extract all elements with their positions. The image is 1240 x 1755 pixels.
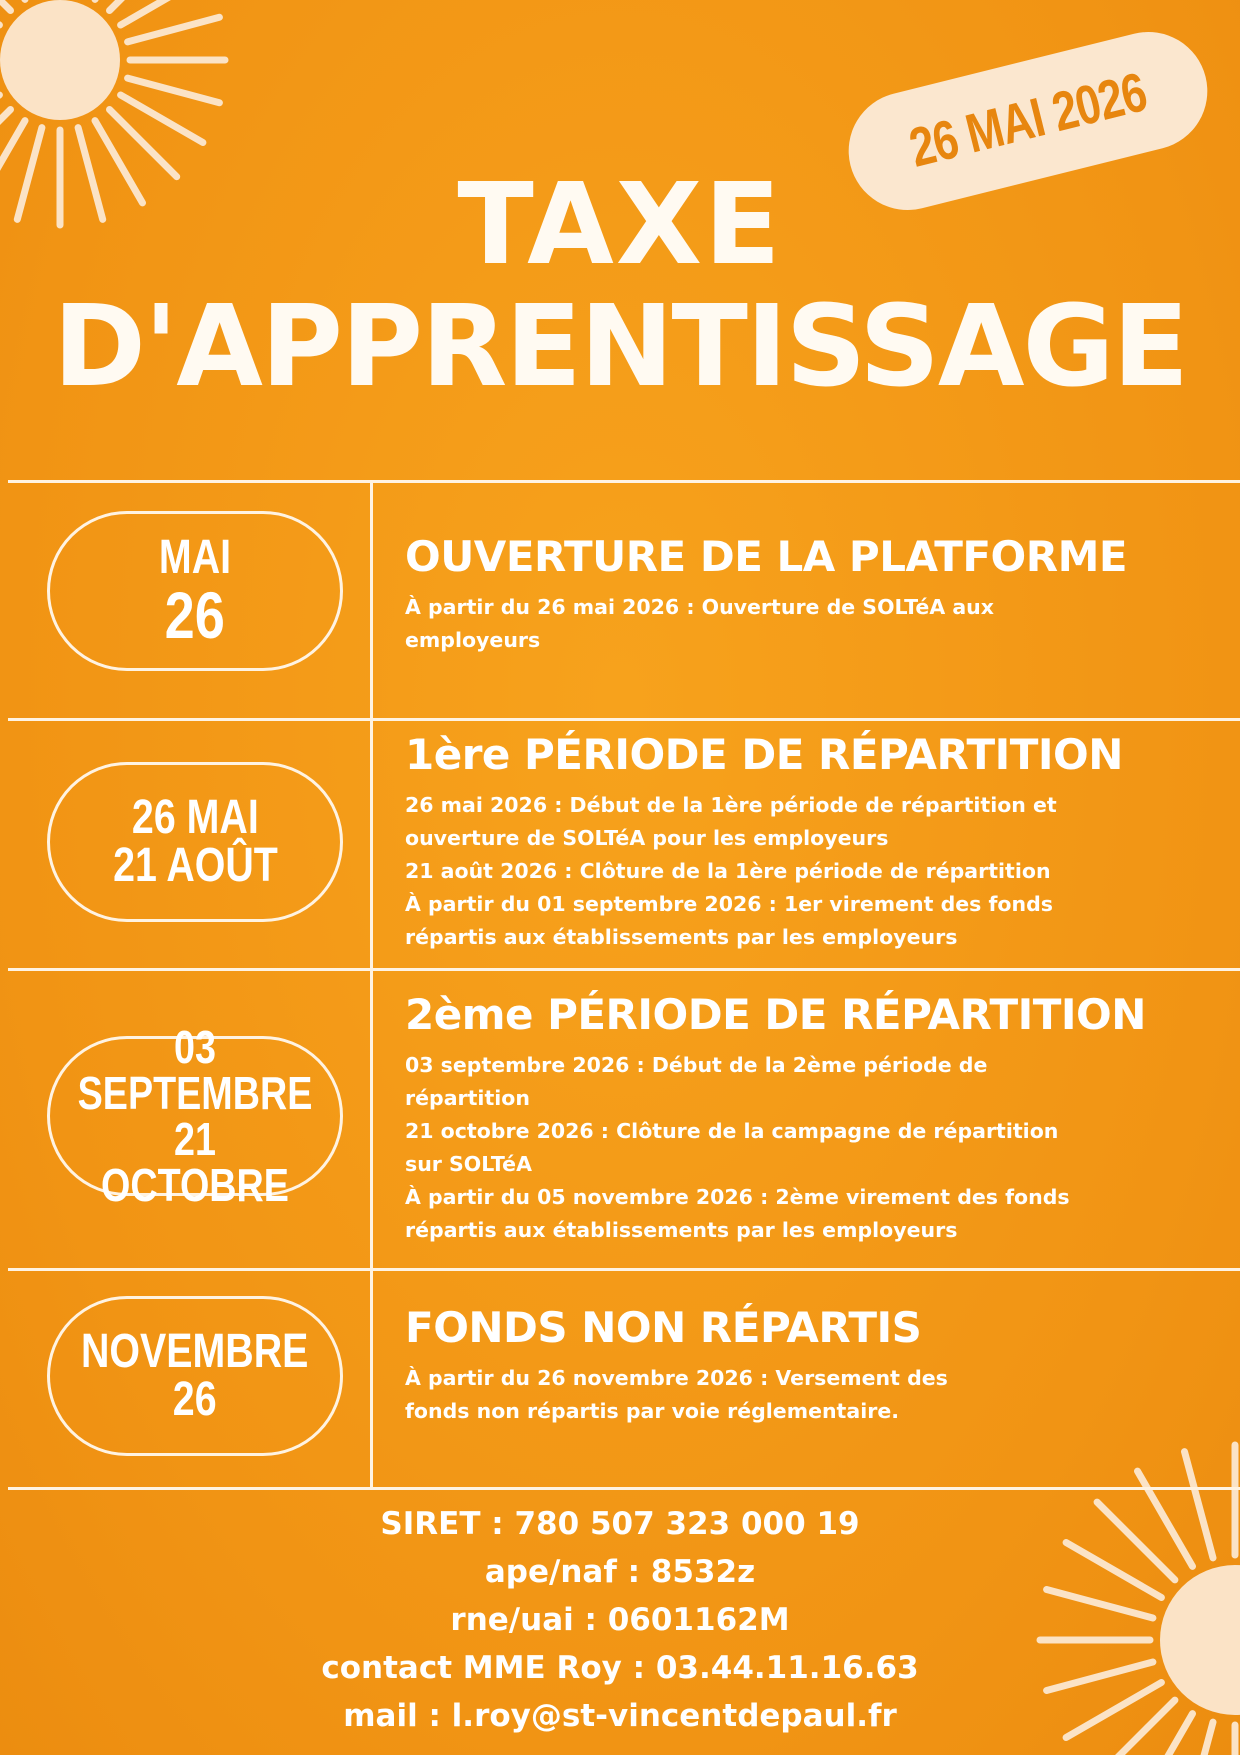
date-pill-line-2: 26 [164, 578, 226, 652]
section-opening [405, 532, 1135, 657]
date-pill-opening [47, 511, 343, 671]
contact-block [0, 1500, 1240, 1740]
section-first-period [405, 730, 1135, 954]
sun-ray [128, 78, 220, 103]
section-heading: 1ère PÉRIODE DE RÉPARTITION [405, 730, 1123, 779]
section-text-line: À partir du 26 novembre 2026 : Versement des [405, 1366, 948, 1390]
date-badge-label: 26 MAI 2026 [903, 61, 1153, 180]
section-text-line: 21 octobre 2026 : Clôture de la campagne de répartition [405, 1119, 1059, 1143]
section-text-line: 03 septembre 2026 : Début de la 2ème période de [405, 1053, 988, 1077]
divider [8, 1487, 1240, 1490]
section-text-line: À partir du 05 novembre 2026 : 2ème virement des fonds [405, 1185, 1070, 1209]
divider [8, 718, 1240, 721]
sun-ray [121, 0, 203, 25]
section-text-line: sur SOLTéA [405, 1152, 532, 1176]
section-text-line: 21 août 2026 : Clôture de la 1ère période de répartition [405, 859, 1051, 883]
section-heading: 2ème PÉRIODE DE RÉPARTITION [405, 990, 1146, 1039]
ape-line: ape/naf : 8532z [484, 1554, 756, 1590]
siret-line: SIRET : 780 507 323 000 19 [380, 1506, 860, 1542]
date-pill-line-1: NOVEMBRE [81, 1325, 309, 1378]
date-pill-unallocated [47, 1296, 343, 1456]
section-text-line: ouverture de SOLTéA pour les employeurs [405, 826, 889, 850]
section-text-line: répartis aux établissements par les employeurs [405, 1218, 958, 1242]
section-text-line: fonds non répartis par voie réglementaire. [405, 1399, 900, 1423]
divider [8, 1268, 1240, 1271]
date-pill-line-2: 21 OCTOBRE [101, 1113, 289, 1211]
sun-ray [128, 17, 220, 42]
section-heading: FONDS NON RÉPARTIS [405, 1303, 922, 1352]
sun-ray [0, 0, 11, 11]
date-pill-line-1: MAI [158, 531, 232, 584]
section-text-line: répartis aux établissements par les employeurs [405, 925, 958, 949]
section-unallocated [405, 1303, 1135, 1428]
divider [8, 480, 1240, 483]
date-pill-first-period [47, 762, 343, 922]
date-pill-line-2: 21 AOÛT [112, 839, 278, 892]
section-heading: OUVERTURE DE LA PLATFORME [405, 532, 1128, 581]
date-pill-second-period [47, 1021, 343, 1211]
rne-line: rne/uai : 0601162M [450, 1602, 790, 1638]
section-text-line: À partir du 26 mai 2026 : Ouverture de SOLTéA aux [405, 595, 994, 619]
title-line-1: TAXE [457, 160, 783, 290]
date-pill-line-1: 26 MAI [131, 791, 259, 844]
date-pill-line-2: 26 [173, 1373, 217, 1426]
column-divider [370, 480, 373, 1487]
section-second-period [405, 990, 1146, 1247]
section-text-line: 26 mai 2026 : Début de la 1ère période de répartition et [405, 793, 1057, 817]
date-pill-line-1: 03 SEPTEMBRE [77, 1021, 313, 1119]
title-line-2: D'APPRENTISSAGE [52, 282, 1188, 412]
divider [8, 968, 1240, 971]
section-text-line: employeurs [405, 628, 541, 652]
section-text-line: À partir du 01 septembre 2026 : 1er virement des fonds [405, 892, 1053, 916]
section-text-line: répartition [405, 1086, 530, 1110]
contact-line: contact MME Roy : 03.44.11.16.63 [321, 1650, 919, 1686]
mail-line: mail : l.roy@st-vincentdepaul.fr [343, 1698, 897, 1734]
